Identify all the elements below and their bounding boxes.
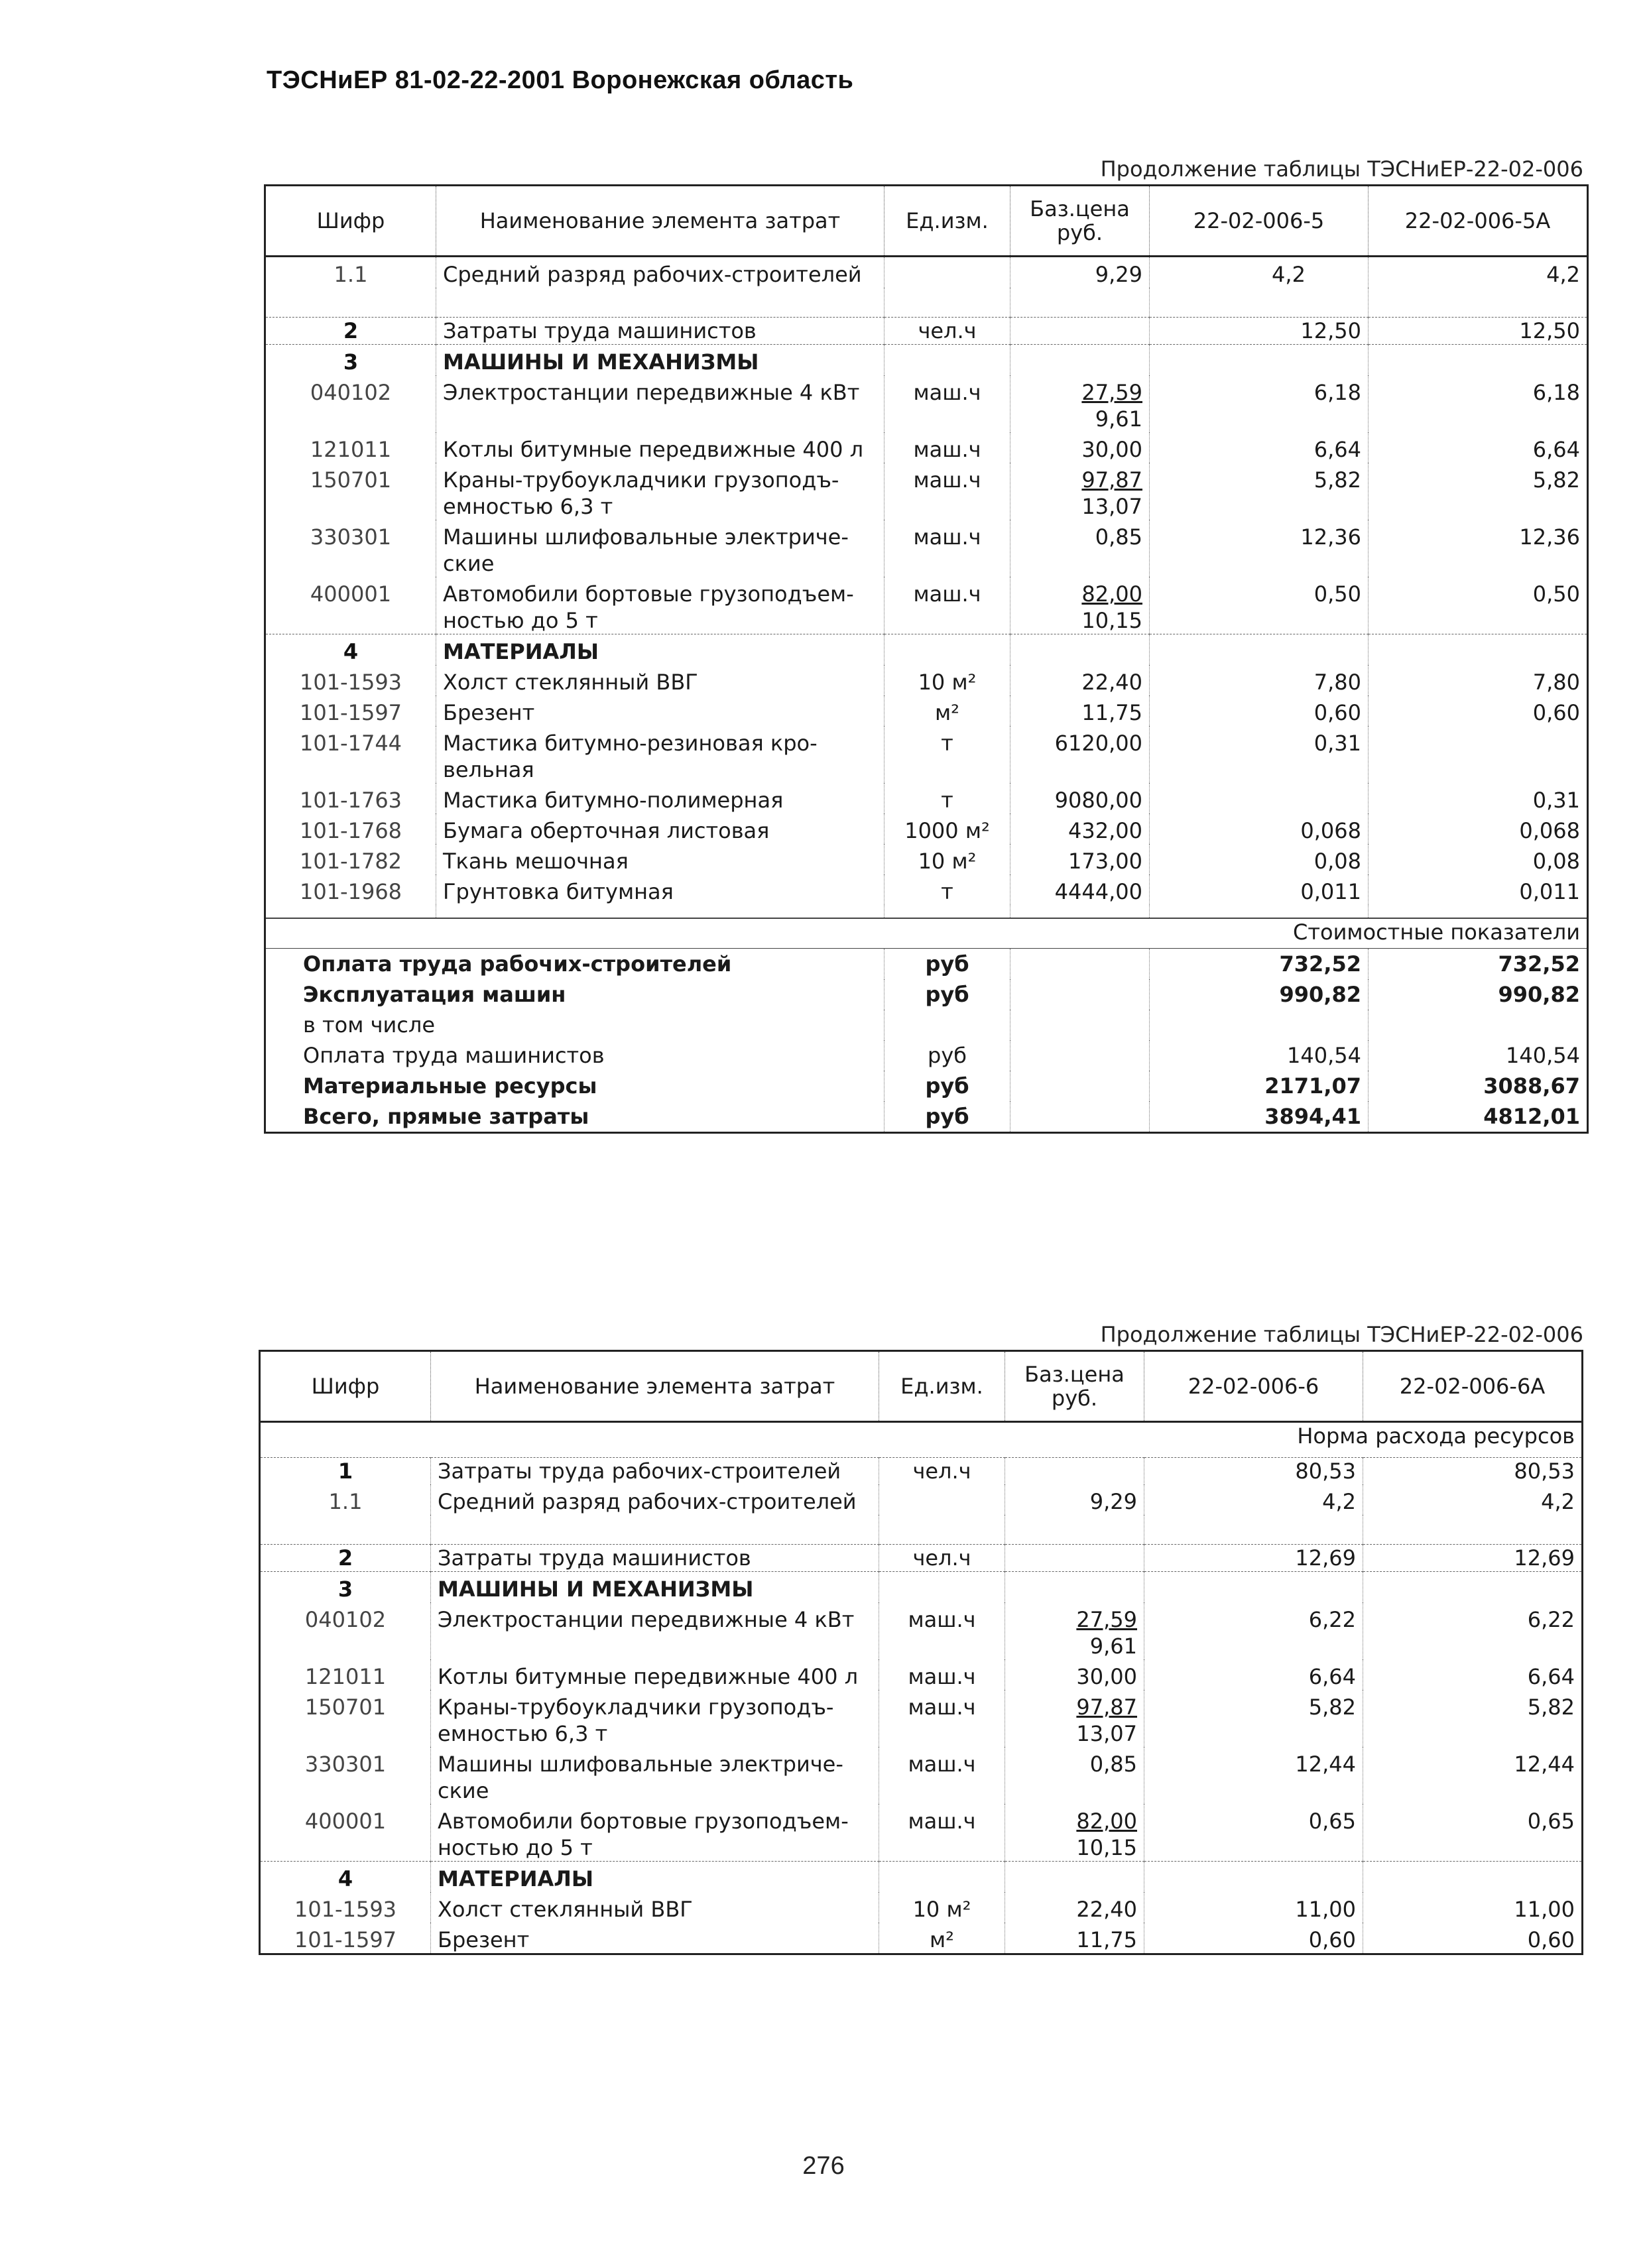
cost-value-1: 732,52 [1150, 949, 1369, 980]
row-code: 101-1597 [294, 1927, 397, 1952]
price-secondary: 13,07 [1076, 1721, 1137, 1746]
cost-unit: руб [884, 1040, 1010, 1071]
row-price [1010, 318, 1150, 345]
row-value-1: 4,2 [1150, 257, 1369, 288]
price-secondary: 10,15 [1076, 1835, 1137, 1860]
row-value-1: 0,50 [1150, 577, 1369, 634]
price-underlined: 82,00 [1081, 581, 1142, 607]
header-code: Шифр [265, 186, 436, 257]
table2 [259, 1350, 1583, 1955]
cost-label: Оплата труда рабочих-строителей [265, 949, 884, 980]
row-value-1: 0,068 [1150, 813, 1369, 844]
row-unit: чел.ч [884, 318, 1010, 345]
row-price [1010, 463, 1150, 520]
row-value-1: 0,60 [1144, 1923, 1363, 1954]
row-value-2: 7,80 [1369, 665, 1588, 695]
row-name [431, 1747, 879, 1804]
row-value-1: 11,00 [1144, 1892, 1363, 1923]
header-price: Баз.цена руб. [1010, 186, 1150, 257]
row-name: Затраты труда машинистов [436, 318, 884, 345]
row-price: 0,85 [1010, 520, 1150, 577]
row-unit: м² [884, 695, 1010, 726]
price-underlined: 27,59 [1081, 380, 1142, 405]
row-code: 101-1782 [299, 849, 402, 874]
row-value-2: 12,69 [1363, 1545, 1583, 1572]
section-number: 4 [265, 634, 436, 666]
name-line-1: Мастика битумно-резиновая кро- [443, 731, 818, 756]
table-row [265, 726, 1588, 783]
name-line-2: ские [443, 551, 495, 576]
row-price [1005, 1690, 1144, 1747]
row-price [1005, 1545, 1144, 1572]
table-row [265, 520, 1588, 577]
row-value-1: 0,08 [1150, 844, 1369, 874]
row-value-1: 6,22 [1144, 1602, 1363, 1659]
row-unit: 10 м² [884, 665, 1010, 695]
section-row [265, 634, 1588, 666]
row-name [436, 726, 884, 783]
row-name: Средний разряд рабочих-строителей [431, 1484, 879, 1515]
cost-value-1: 990,82 [1150, 979, 1369, 1010]
row-name: Бумага оберточная листовая [436, 813, 884, 844]
row-value-2: 0,31 [1369, 783, 1588, 813]
table1-caption: Продолжение таблицы ТЭСНиЕР-22-02-006 [1100, 156, 1583, 182]
row-value-1 [1150, 783, 1369, 813]
row-unit: маш.ч [884, 520, 1010, 577]
header-col-5: 22-02-006-5 [1150, 186, 1369, 257]
header-name: Наименование элемента затрат [436, 186, 884, 257]
row-name: Брезент [436, 695, 884, 726]
row-value-1: 6,18 [1150, 375, 1369, 432]
table-row [260, 1545, 1583, 1572]
section-row [265, 345, 1588, 376]
table-row [265, 375, 1588, 432]
header-price: Баз.цена руб. [1005, 1351, 1144, 1422]
cost-row [265, 1101, 1588, 1133]
row-value-2: 0,60 [1363, 1923, 1583, 1954]
price-secondary: 10,15 [1081, 608, 1142, 633]
row-name: Затраты труда машинистов [431, 1545, 879, 1572]
header-col-5a: 22-02-006-5А [1369, 186, 1588, 257]
name-line-1: Краны-трубоукладчики грузоподъ- [443, 467, 839, 493]
row-code: 1.1 [328, 1489, 363, 1514]
name-line-2: ностью до 5 т [443, 608, 598, 633]
header-name: Наименование элемента затрат [431, 1351, 879, 1422]
norm-section-title: Норма расхода ресурсов [1297, 1423, 1575, 1449]
row-value-2: 5,82 [1363, 1690, 1583, 1747]
cost-unit: руб [884, 1071, 1010, 1101]
row-unit: маш.ч [879, 1602, 1005, 1659]
row-code: 400001 [304, 1809, 387, 1834]
table-row [265, 813, 1588, 844]
row-unit: 10 м² [879, 1892, 1005, 1923]
row-name: Средний разряд рабочих-строителей [436, 257, 884, 288]
table-row [260, 1690, 1583, 1747]
row-price: 9,29 [1010, 257, 1150, 288]
row-price: 4444,00 [1010, 874, 1150, 905]
cost-row [265, 1040, 1588, 1071]
row-code: 330301 [310, 524, 392, 550]
row-name: Ткань мешочная [436, 844, 884, 874]
row-price: 22,40 [1005, 1892, 1144, 1923]
row-unit: маш.ч [884, 463, 1010, 520]
row-price [1005, 1458, 1144, 1485]
cost-row [265, 949, 1588, 980]
cost-label: в том числе [265, 1010, 884, 1040]
row-unit: маш.ч [879, 1804, 1005, 1862]
table-row [260, 1458, 1583, 1485]
row-code: 101-1968 [299, 879, 402, 904]
row-code: 101-1768 [299, 818, 402, 843]
row-value-1: 12,36 [1150, 520, 1369, 577]
row-code: 330301 [304, 1752, 387, 1777]
name-line-1: Машины шлифовальные электриче- [443, 524, 849, 550]
row-price: 30,00 [1005, 1659, 1144, 1690]
table1-header-row [265, 186, 1588, 257]
name-line-1: Краны-трубоукладчики грузоподъ- [438, 1695, 834, 1720]
cost-value-2: 4812,01 [1369, 1101, 1588, 1133]
cost-value-2: 3088,67 [1369, 1071, 1588, 1101]
row-unit: чел.ч [879, 1458, 1005, 1485]
price-underlined: 82,00 [1076, 1809, 1137, 1834]
row-code: 150701 [304, 1695, 387, 1720]
section-number: 3 [260, 1572, 431, 1603]
row-unit: маш.ч [884, 432, 1010, 463]
cost-label: Оплата труда машинистов [265, 1040, 884, 1071]
row-value-2: 0,60 [1369, 695, 1588, 726]
row-price: 173,00 [1010, 844, 1150, 874]
header-col-6a: 22-02-006-6А [1363, 1351, 1583, 1422]
row-value-2: 6,64 [1369, 432, 1588, 463]
header-col-6: 22-02-006-6 [1144, 1351, 1363, 1422]
table2-header-row [260, 1351, 1583, 1422]
table-row [260, 1923, 1583, 1954]
price-secondary: 13,07 [1081, 494, 1142, 519]
row-value-2: 6,22 [1363, 1602, 1583, 1659]
price-secondary: 9,61 [1095, 406, 1142, 432]
row-code: 2 [265, 318, 436, 345]
header-unit: Ед.изм. [884, 186, 1010, 257]
row-value-2: 12,36 [1369, 520, 1588, 577]
row-value-1: 0,31 [1150, 726, 1369, 783]
row-unit: т [884, 726, 1010, 783]
cost-section-header [265, 918, 1588, 949]
row-unit: маш.ч [884, 375, 1010, 432]
row-value-1: 12,44 [1144, 1747, 1363, 1804]
name-line-2: вельная [443, 757, 534, 782]
row-price: 6120,00 [1010, 726, 1150, 783]
row-price: 11,75 [1005, 1923, 1144, 1954]
section-row [260, 1572, 1583, 1603]
row-value-1: 4,2 [1144, 1484, 1363, 1515]
row-price: 9080,00 [1010, 783, 1150, 813]
row-price: 30,00 [1010, 432, 1150, 463]
name-line-2: ностью до 5 т [438, 1835, 593, 1860]
row-name [436, 463, 884, 520]
row-code: 101-1597 [299, 700, 402, 725]
row-value-1: 0,011 [1150, 874, 1369, 905]
row-code: 121011 [304, 1664, 387, 1689]
row-value-2: 4,2 [1363, 1484, 1583, 1515]
table-row [265, 463, 1588, 520]
row-name [431, 1690, 879, 1747]
row-code: 101-1593 [299, 670, 402, 695]
row-value-2 [1369, 726, 1588, 783]
row-value-1: 0,60 [1150, 695, 1369, 726]
row-name [431, 1804, 879, 1862]
row-unit: м² [879, 1923, 1005, 1954]
row-code: 040102 [304, 1607, 387, 1632]
table-row [260, 1659, 1583, 1690]
row-name: Котлы битумные передвижные 400 л [436, 432, 884, 463]
row-name: Электростанции передвижные 4 кВт [431, 1602, 879, 1659]
table1 [264, 184, 1589, 1134]
cost-value-1: 2171,07 [1150, 1071, 1369, 1101]
row-value-1: 6,64 [1144, 1659, 1363, 1690]
cost-row [265, 1010, 1588, 1040]
price-secondary: 9,61 [1089, 1634, 1137, 1659]
row-value-2: 0,50 [1369, 577, 1588, 634]
cost-unit: руб [884, 949, 1010, 980]
table2-caption: Продолжение таблицы ТЭСНиЕР-22-02-006 [1100, 1322, 1583, 1347]
table-row [260, 1804, 1583, 1862]
row-value-2: 5,82 [1369, 463, 1588, 520]
section-row [260, 1862, 1583, 1893]
row-code: 101-1744 [299, 731, 402, 756]
section-title: МАШИНЫ И МЕХАНИЗМЫ [431, 1572, 879, 1603]
cost-value-1: 3894,41 [1150, 1101, 1369, 1133]
price-underlined: 97,87 [1081, 467, 1142, 493]
row-unit: 1000 м² [884, 813, 1010, 844]
cost-label: Всего, прямые затраты [265, 1101, 884, 1133]
table-row [260, 1892, 1583, 1923]
row-name: Грунтовка битумная [436, 874, 884, 905]
row-value-2: 0,011 [1369, 874, 1588, 905]
row-price: 22,40 [1010, 665, 1150, 695]
header-unit: Ед.изм. [879, 1351, 1005, 1422]
cost-label: Материальные ресурсы [265, 1071, 884, 1101]
row-name: Холст стеклянный ВВГ [436, 665, 884, 695]
row-name: Электростанции передвижные 4 кВт [436, 375, 884, 432]
row-name [436, 577, 884, 634]
row-name: Котлы битумные передвижные 400 л [431, 1659, 879, 1690]
row-value-1: 7,80 [1150, 665, 1369, 695]
table-row [265, 665, 1588, 695]
section-number: 3 [265, 345, 436, 376]
row-name [436, 520, 884, 577]
row-code: 400001 [310, 581, 392, 607]
table-row [265, 874, 1588, 905]
name-line-1: Машины шлифовальные электриче- [438, 1752, 843, 1777]
row-unit [879, 1484, 1005, 1515]
cost-row [265, 979, 1588, 1010]
table-row [260, 1747, 1583, 1804]
row-value-2: 11,00 [1363, 1892, 1583, 1923]
table-row [265, 577, 1588, 634]
row-unit: маш.ч [879, 1747, 1005, 1804]
table-row [265, 318, 1588, 345]
row-value-2: 4,2 [1369, 257, 1588, 288]
row-price [1005, 1804, 1144, 1862]
table-row [260, 1484, 1583, 1515]
row-value-1: 5,82 [1144, 1690, 1363, 1747]
row-unit: т [884, 874, 1010, 905]
cost-unit: руб [884, 979, 1010, 1010]
row-price [1010, 375, 1150, 432]
row-value-1: 0,65 [1144, 1804, 1363, 1862]
row-name: Брезент [431, 1923, 879, 1954]
name-line-1: Автомобили бортовые грузоподъем- [438, 1809, 849, 1834]
row-price: 0,85 [1005, 1747, 1144, 1804]
row-unit: т [884, 783, 1010, 813]
row-value-2: 6,64 [1363, 1659, 1583, 1690]
cost-unit: руб [884, 1101, 1010, 1133]
row-value-1: 6,64 [1150, 432, 1369, 463]
row-code: 101-1763 [299, 788, 402, 813]
row-code: 2 [260, 1545, 431, 1572]
table-row [265, 844, 1588, 874]
section-number: 4 [260, 1862, 431, 1893]
table-row [265, 783, 1588, 813]
row-unit: чел.ч [879, 1545, 1005, 1572]
row-price [1005, 1602, 1144, 1659]
cost-value-2: 732,52 [1369, 949, 1588, 980]
row-code: 040102 [310, 380, 392, 405]
row-value-2: 12,50 [1369, 318, 1588, 345]
row-code: 101-1593 [294, 1897, 397, 1922]
document-header: ТЭСНиЕР 81-02-22-2001 Воронежская область [267, 66, 854, 94]
row-value-2: 6,18 [1369, 375, 1588, 432]
table-row [265, 695, 1588, 726]
cost-value-2: 140,54 [1369, 1040, 1588, 1071]
name-line-2: емностью 6,3 т [443, 494, 613, 519]
row-value-1: 80,53 [1144, 1458, 1363, 1485]
row-price [1010, 577, 1150, 634]
row-value-2: 0,068 [1369, 813, 1588, 844]
row-code: 1.1 [334, 262, 368, 287]
row-price: 432,00 [1010, 813, 1150, 844]
row-value-2: 0,08 [1369, 844, 1588, 874]
row-unit [884, 257, 1010, 288]
row-name: Мастика битумно-полимерная [436, 783, 884, 813]
section-title: МАТЕРИАЛЫ [436, 634, 884, 666]
row-unit: маш.ч [879, 1659, 1005, 1690]
cost-row [265, 1071, 1588, 1101]
table-row [260, 1602, 1583, 1659]
cost-value-1: 140,54 [1150, 1040, 1369, 1071]
row-code: 1 [260, 1458, 431, 1485]
row-name: Холст стеклянный ВВГ [431, 1892, 879, 1923]
norm-section-header [260, 1422, 1583, 1458]
name-line-2: ские [438, 1778, 489, 1803]
row-value-1: 5,82 [1150, 463, 1369, 520]
row-unit: маш.ч [879, 1690, 1005, 1747]
table-row [265, 257, 1588, 288]
row-price: 9,29 [1005, 1484, 1144, 1515]
cost-section-title: Стоимостные показатели [265, 918, 1588, 949]
section-title: МАТЕРИАЛЫ [431, 1862, 879, 1893]
price-underlined: 27,59 [1076, 1607, 1137, 1632]
price-underlined: 97,87 [1076, 1695, 1137, 1720]
page-number: 276 [802, 2152, 845, 2180]
table-row [265, 432, 1588, 463]
cost-label: Эксплуатация машин [265, 979, 884, 1010]
row-unit: 10 м² [884, 844, 1010, 874]
row-code: 121011 [310, 437, 392, 462]
cost-value-2: 990,82 [1369, 979, 1588, 1010]
row-name: Затраты труда рабочих-строителей [431, 1458, 879, 1485]
name-line-1: Автомобили бортовые грузоподъем- [443, 581, 854, 607]
row-price: 11,75 [1010, 695, 1150, 726]
row-value-2: 12,44 [1363, 1747, 1583, 1804]
row-value-1: 12,50 [1150, 318, 1369, 345]
row-value-2: 0,65 [1363, 1804, 1583, 1862]
header-code: Шифр [260, 1351, 431, 1422]
row-code: 150701 [310, 467, 392, 493]
row-value-1: 12,69 [1144, 1545, 1363, 1572]
row-value-2: 80,53 [1363, 1458, 1583, 1485]
row-unit: маш.ч [884, 577, 1010, 634]
section-title: МАШИНЫ И МЕХАНИЗМЫ [436, 345, 884, 376]
name-line-2: емностью 6,3 т [438, 1721, 608, 1746]
